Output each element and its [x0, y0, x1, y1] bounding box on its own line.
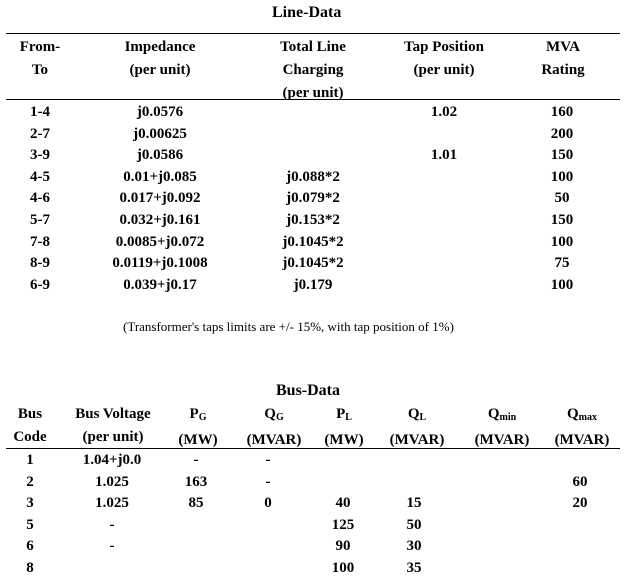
header-text: Impedance — [124, 39, 196, 55]
header-pl — [316, 403, 372, 452]
header-symbol — [460, 403, 544, 429]
symbol-sub: L — [419, 412, 427, 423]
line-cell-impedance: 0.0119+j0.1008 — [112, 255, 208, 272]
symbol-sub: G — [275, 412, 284, 423]
bus-cell-pg: - — [193, 452, 199, 468]
line-cell-mva: 100 — [550, 168, 574, 185]
bus-cell-pl: 100 — [331, 560, 355, 576]
header-text: Bus — [17, 406, 43, 422]
symbol-main: Q — [566, 406, 579, 422]
header-pg — [170, 403, 226, 452]
bus-data-title: Bus-Data — [276, 382, 341, 399]
bus-cell-qg: 0 — [264, 495, 272, 512]
line-cell-mva: 150 — [550, 212, 574, 228]
header-text: (per unit) — [282, 85, 344, 101]
header-text: (per unit) — [413, 62, 475, 78]
bus-cell-voltage: 1.025 — [95, 495, 129, 512]
line-cell-from-to: 5-7 — [30, 212, 50, 228]
bus-cell-voltage: 1.025 — [95, 473, 129, 490]
header-text: Charging — [282, 62, 344, 78]
header-unit: (MVAR) — [474, 432, 530, 448]
line-cell-charging: j0.153*2 — [286, 212, 340, 228]
symbol-main: P — [336, 406, 346, 422]
header-tap-position — [384, 36, 504, 82]
bus-cell-bus: 3 — [26, 495, 34, 512]
symbol-main: P — [189, 406, 199, 422]
header-unit: (MVAR) — [554, 432, 610, 448]
line-data-title: Line-Data — [272, 4, 342, 21]
header-symbol — [540, 403, 624, 429]
line-cell-mva: 150 — [550, 147, 574, 164]
header-unit: (MW) — [178, 432, 218, 448]
bus-cell-pg: 85 — [188, 495, 204, 512]
symbol-main: Q — [264, 406, 276, 422]
header-symbol — [316, 403, 372, 429]
header-unit: (MVAR) — [246, 432, 302, 448]
line-cell-impedance: 0.032+j0.161 — [119, 212, 201, 228]
line-cell-mva: 75 — [554, 255, 570, 272]
line-cell-from-to: 4-5 — [30, 168, 50, 185]
header-text: Total Line — [280, 39, 346, 55]
bus-cell-bus: 8 — [26, 560, 34, 576]
transformer-note: (Transformer's taps limits are +/- 15%, with tap position of 1%) — [123, 319, 454, 334]
line-cell-from-to: 8-9 — [30, 255, 50, 272]
symbol-main: Q — [407, 406, 420, 422]
header-qmax — [540, 403, 624, 452]
line-cell-impedance: 0.0085+j0.072 — [115, 233, 205, 250]
bus-table-header-rule — [6, 448, 620, 449]
line-cell-impedance: j0.0576 — [136, 104, 184, 120]
symbol-main: Q — [487, 406, 500, 422]
header-text: To — [31, 62, 49, 78]
header-text: Code — [13, 429, 47, 445]
line-cell-tap: 1.01 — [430, 147, 458, 164]
header-impedance — [100, 36, 220, 82]
header-text: Rating — [541, 62, 585, 78]
line-cell-charging: j0.1045*2 — [282, 233, 344, 250]
line-cell-impedance: 0.017+j0.092 — [119, 190, 201, 207]
bus-cell-bus: 5 — [26, 516, 34, 533]
bus-cell-pl: 125 — [331, 516, 355, 533]
bus-cell-qmax: 20 — [572, 495, 588, 512]
bus-cell-ql: 50 — [406, 516, 422, 533]
line-cell-charging: j0.1045*2 — [282, 255, 344, 272]
line-cell-from-to: 4-6 — [30, 190, 50, 207]
bus-cell-voltage: 1.04+j0.0 — [82, 452, 142, 468]
line-cell-from-to: 1-4 — [30, 104, 50, 120]
header-text: Tap Position — [404, 39, 484, 55]
header-qmin — [460, 403, 544, 452]
header-text: (per unit) — [129, 62, 191, 78]
symbol-sub: G — [198, 412, 207, 423]
bus-cell-voltage: - — [109, 538, 115, 555]
line-cell-tap: 1.02 — [430, 104, 458, 120]
line-cell-impedance: 0.039+j0.17 — [123, 276, 197, 293]
line-cell-mva: 100 — [550, 233, 574, 250]
line-cell-impedance: j0.00625 — [133, 125, 187, 142]
line-cell-from-to: 2-7 — [30, 125, 50, 142]
header-bus-code — [6, 403, 54, 449]
line-table-top-rule — [6, 33, 620, 34]
header-symbol — [375, 403, 459, 429]
header-text: MVA — [546, 39, 580, 55]
bus-cell-bus: 1 — [26, 452, 34, 468]
line-cell-charging: j0.079*2 — [286, 190, 340, 207]
bus-cell-pg: 163 — [184, 473, 208, 490]
symbol-sub: min — [499, 412, 517, 423]
line-table-header-rule — [6, 99, 620, 100]
line-cell-mva: 200 — [550, 125, 574, 142]
header-symbol — [170, 403, 226, 429]
bus-cell-qmax: 60 — [572, 473, 588, 490]
line-cell-charging: j0.088*2 — [286, 168, 340, 185]
bus-cell-ql: 35 — [406, 560, 422, 576]
line-cell-impedance: 0.01+j0.085 — [123, 168, 197, 185]
bus-cell-bus: 2 — [26, 473, 34, 490]
bus-cell-pl: 90 — [335, 538, 351, 555]
header-qg — [232, 403, 316, 452]
header-unit: (MVAR) — [389, 432, 445, 448]
header-charging — [258, 36, 368, 105]
line-cell-impedance: j0.0586 — [136, 147, 184, 164]
bus-cell-qg: - — [265, 452, 271, 468]
header-from-to — [10, 36, 70, 82]
line-cell-mva: 160 — [550, 104, 574, 120]
header-symbol — [232, 403, 316, 429]
line-cell-from-to: 6-9 — [30, 276, 50, 293]
header-bus-voltage — [60, 403, 166, 449]
bus-cell-voltage: - — [109, 516, 115, 533]
header-mva-rating — [525, 36, 601, 82]
line-cell-mva: 100 — [550, 276, 574, 293]
line-cell-from-to: 7-8 — [30, 233, 50, 250]
header-text: (per unit) — [82, 429, 144, 445]
header-text: Bus Voltage — [75, 406, 151, 422]
symbol-sub: max — [578, 412, 597, 423]
bus-cell-pl: 40 — [335, 495, 351, 512]
line-cell-from-to: 3-9 — [30, 147, 50, 164]
header-text: From- — [19, 39, 61, 55]
line-cell-mva: 50 — [554, 190, 570, 207]
bus-cell-ql: 30 — [406, 538, 422, 555]
bus-cell-bus: 6 — [26, 538, 34, 555]
bus-cell-qg: - — [265, 473, 271, 490]
header-ql — [375, 403, 459, 452]
line-cell-charging: j0.179 — [293, 276, 333, 293]
symbol-sub: L — [345, 412, 352, 423]
bus-cell-ql: 15 — [406, 495, 422, 512]
header-unit: (MW) — [324, 432, 364, 448]
